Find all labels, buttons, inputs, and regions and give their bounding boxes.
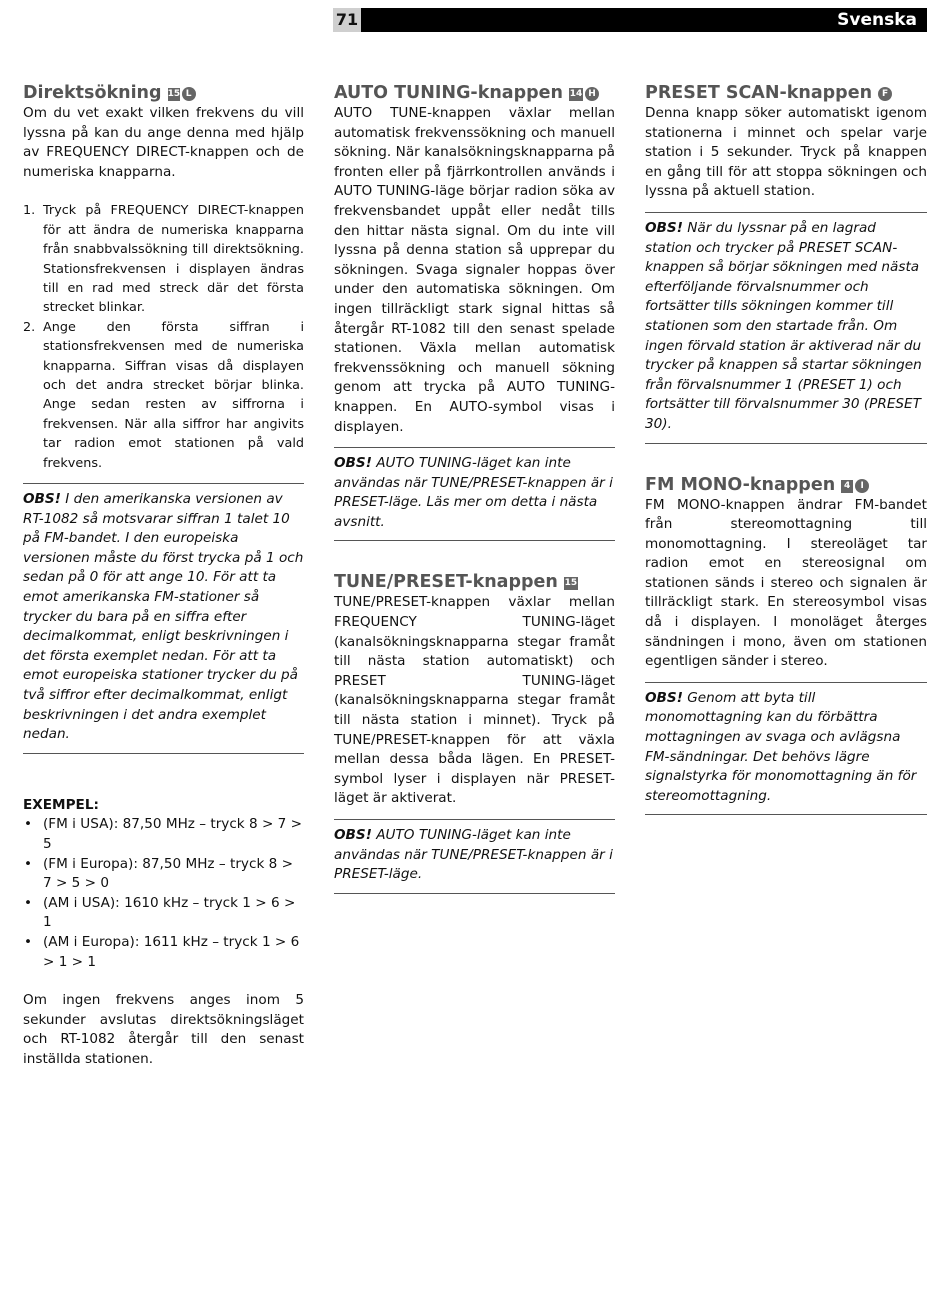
button-number-badge: 15 [564, 578, 578, 589]
body-paragraph: AUTO TUNE-knappen växlar mellan automatisk frekvenssökning och manuell sökning. När kanalsökningsknapparna på fronten eller på fjärrkontrollen används i AUTO TUNING-läge börjar radion söka av frekvensbandet uppåt eller nedåt tills den hittar nästa signal. Om du inte vill lyssna på denna station så upprepar du sökningen. Svaga signaler hoppas över under den automatiska sökningen. Om ingen tillräckligt stark signal hittas så återgår RT-1082 till den senast spelade stationen. Växla mellan automatisk frekvenssökning och manuell sökning genom att trycka på AUTO TUNING-knappen. En AUTO-symbol visas i displayen. [334, 105, 615, 435]
section-title-preset-scan: PRESET SCAN-knappen F [645, 82, 927, 104]
note-box: OBS! I den amerikanska versionen av RT-1082 så motsvarar siffran 1 talet 10 på FM-bandet. I den europeiska versionen måste du först trycka på 1 och sedan på 0 för att ange 10. För att ta emot amerikanska FM-stationer så trycker du bara på en siffra efter decimalkommat, enligt beskrivningen i det första exemplet nedan. För att ta emot europeiska stationer trycker du på två siffror efter decimalkommat, enligt beskrivningen i det andra exemplet nedan. [23, 483, 304, 754]
column-preset-scan [645, 82, 927, 815]
outro-paragraph: Om ingen frekvens anges inom 5 sekunder avslutas direktsökningsläget och RT-1082 återgår till den senast inställda stationen. [23, 992, 304, 1067]
note-box: OBS! Genom att byta till monomottagning kan du förbättra mottagningen av svaga och avlägsna FM-sändningar. Det behövs lägre signalstyrka för monomottagning än för stereomottagning. [645, 682, 927, 816]
body-paragraph: Denna knapp söker automatiskt igenom stationerna i minnet och spelar varje station i 5 sekunder. Tryck på knappen en gång till för att stoppa sökningen och lyssna på aktuell station. [645, 105, 927, 200]
section-title-auto-tuning: AUTO TUNING-knappen 14 H [334, 82, 615, 104]
remote-key-badge: F [878, 87, 892, 101]
list-item: • (AM i Europa): 1611 kHz – tryck 1 > 6 > 1 > 1 [24, 933, 300, 970]
section-title-tune-preset: TUNE/PRESET-knappen 15 [334, 572, 578, 593]
note-box: OBS! AUTO TUNING-läget kan inte användas när TUNE/PRESET-knappen är i PRESET-läge. [334, 819, 615, 894]
body-paragraph: FM MONO-knappen ändrar FM-bandet från stereomottagning till monomottagning. I stereoläget tar radion emot en stereosignal om stationen sänds i stereo och signalen är tillräckligt stark. En stereosymbol visas då i displayen. I monoläget återges sändningen i mono, även om stationen egentligen sänder i stereo. [645, 496, 927, 670]
page-number: 71 [333, 8, 361, 32]
example-list [23, 815, 304, 972]
body-paragraph: TUNE/PRESET-knappen växlar mellan FREQUENCY TUNING-läget (kanalsökningsknapparna stegar framåt till nästa station automatiskt) och PRESET TUNING-läget (kanalsökningsknapparna stegar framåt till nästa station i minnet). Tryck på TUNE/PRESET-knappen för att växla mellan dessa båda lägen. En PRESET-symbol lyser i displayen när PRESET-läget är aktiverat. [334, 594, 615, 807]
column-auto-tuning [334, 82, 615, 894]
remote-key-badge: L [182, 87, 196, 101]
button-number-badge: 15 [167, 89, 181, 99]
language-label: Svenska [361, 8, 927, 32]
note-box: OBS! AUTO TUNING-läget kan inte användas när TUNE/PRESET-knappen är i PRESET-läge. Läs mer om detta i nästa avsnitt. [334, 447, 615, 541]
remote-key-badge: I [855, 479, 869, 493]
list-item: • (AM i USA): 1610 kHz – tryck 1 > 6 > 1 [24, 894, 296, 931]
list-item: 2. Ange den första siffran i stationsfrekvensen med de numeriska knapparna. Siffran visas då displayen och det andra strecket börjar blinka. Ange sedan resten av siffrorna i frekvensen. När alla siffror har angivits tar radion emot stationen på vald frekvens. [23, 319, 304, 471]
page-header [333, 8, 927, 32]
list-item: • (FM i Europa): 87,50 MHz – tryck 8 > 7 > 5 > 0 [24, 855, 293, 892]
button-number-badge: 14 [569, 89, 583, 99]
section-title-direct-search: Direktsökning 15 L [23, 82, 304, 104]
list-item: 1. Tryck på FREQUENCY DIRECT-knappen för att ändra de numeriska knapparna från snabbvalssökning till direktsökning. Stationsfrekvensen i displayen ändras till en rad med streck där det första strecket blinkar. [23, 203, 304, 316]
intro-paragraph: Om du vet exakt vilken frekvens du vill lyssna på kan du ange denna med hjälp av FREQUENCY DIRECT-knappen och de numeriska knapparna. [23, 105, 304, 180]
button-number-badge: 4 [841, 480, 853, 493]
step-list [23, 201, 304, 473]
example-heading: EXEMPEL: [23, 796, 99, 813]
note-box: OBS! När du lyssnar på en lagrad station och trycker på PRESET SCAN-knappen så börjar sökningen med nästa efterföljande förvalsnummer och fortsätter tills sökningen kommer till stationen som den startade från. Om ingen förvald station är aktiverad när du trycker på knappen så startar sökningen från förvalsnummer 1 (PRESET 1) och fortsätter till förvalsnummer 30 (PRESET 30). [645, 212, 927, 444]
list-item: • (FM i USA): 87,50 MHz – tryck 8 > 7 > 5 [24, 816, 303, 852]
column-direct-search [23, 82, 304, 1070]
remote-key-badge: H [585, 87, 599, 101]
section-title-fm-mono: FM MONO-knappen 4 I [645, 474, 927, 496]
